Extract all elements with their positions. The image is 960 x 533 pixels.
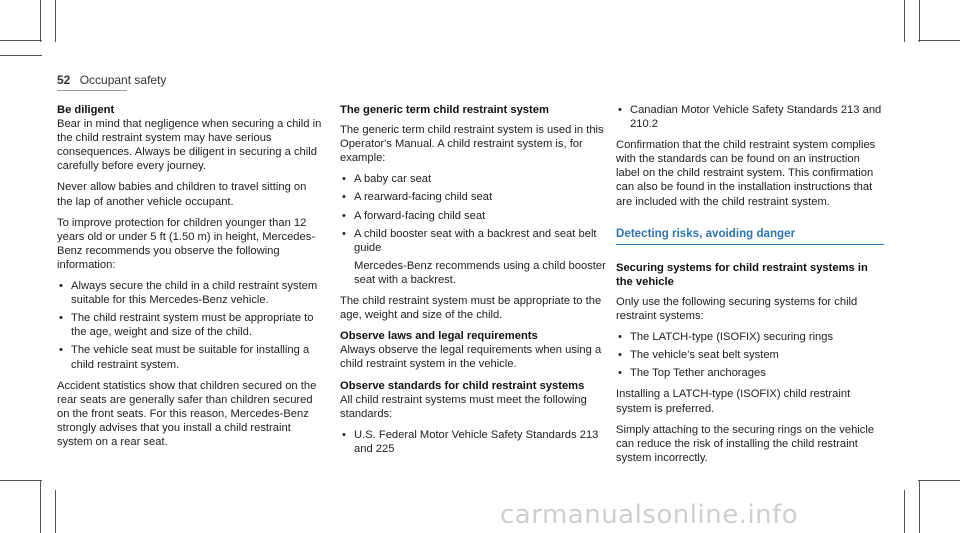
bullet-icon: • <box>618 367 622 380</box>
bullet-icon: • <box>59 280 63 293</box>
bullet-icon: • <box>342 173 346 186</box>
paragraph: Bear in mind that negligence when securing a child in the child restraint system may have serious consequences. Always be diligent in securing a child carefully before every journey. <box>57 118 322 173</box>
page-number: 52 <box>57 73 71 87</box>
paragraph: Only use the following securing systems for child restraint systems: <box>616 295 858 323</box>
crop-mark <box>40 480 41 533</box>
list-item: • The LATCH-type (ISOFIX) securing rings <box>618 331 834 344</box>
crop-mark <box>918 480 960 481</box>
list-item: • The Top Tether anchorages <box>618 367 766 380</box>
crop-mark <box>904 490 905 533</box>
crop-mark <box>919 0 920 42</box>
bullet-icon: • <box>342 227 346 240</box>
paragraph: Confirmation that the child restraint system complies with the standards can be found on an instruction label on the child restraint system. This confirmation can also be found in the installation instructions that are included with the child restraint system. <box>616 139 876 208</box>
list-item: • A forward-facing child seat <box>342 209 486 222</box>
bullet-icon: • <box>342 428 346 441</box>
crop-mark <box>918 40 960 41</box>
crop-mark <box>0 480 42 481</box>
crop-mark <box>55 0 56 42</box>
list-item: • A rearward-facing child seat <box>342 191 493 204</box>
bullet-list <box>340 172 608 287</box>
bullet-icon: • <box>618 104 622 116</box>
paragraph: Always observe the legal requirements when using a child restraint system in the vehicle. <box>340 344 602 371</box>
column-2 <box>340 103 608 463</box>
paragraph: Simply attaching to the securing rings on the vehicle can reduce the risk of installing the child restraint system incorrectly. <box>616 423 875 464</box>
crop-mark <box>0 40 42 41</box>
page-header <box>57 73 166 87</box>
paragraph: All child restraint systems must meet the following standards: <box>340 393 587 420</box>
crop-mark <box>919 480 920 533</box>
list-item: • Always secure the child in a child restraint system suitable for this Mercedes-Benz vehicle. <box>59 280 318 307</box>
heading-underline <box>616 244 884 245</box>
blue-section-heading: Detecting risks, avoiding danger <box>616 226 796 240</box>
section-heading: Securing systems for child restraint systems in the vehicle <box>616 261 868 288</box>
bullet-list <box>340 428 608 456</box>
paragraph: Accident statistics show that children secured on the rear seats are generally safer than children secured on the front seats. For this reason, Mercedes-Benz strongly advises that you install a child restraint system on a rear seat. <box>57 379 317 448</box>
section-title: Occupant safety <box>79 73 167 87</box>
bullet-icon: • <box>618 349 622 362</box>
bullet-icon: • <box>342 209 346 222</box>
bullet-icon: • <box>59 312 63 325</box>
crop-mark <box>904 0 905 42</box>
section-heading: The generic term child restraint system <box>340 104 549 116</box>
paragraph: Never allow babies and children to travel sitting on the lap of another vehicle occupant. <box>57 181 307 208</box>
section-heading: Observe laws and legal requirements <box>340 330 538 343</box>
bullet-icon: • <box>59 344 63 357</box>
bullet-list <box>616 330 884 380</box>
section-heading: Observe standards for child restraint systems <box>340 379 585 392</box>
bullet-list <box>616 103 884 131</box>
paragraph: Installing a LATCH-type (ISOFIX) child restraint system is preferred. <box>616 388 851 415</box>
list-item: • U.S. Federal Motor Vehicle Safety Standards 213 and 225 <box>342 428 599 455</box>
list-item: • A baby car seat <box>342 173 432 186</box>
bullet-icon: • <box>618 331 622 344</box>
crop-mark <box>55 490 56 533</box>
list-item: • The vehicle seat must be suitable for installing a child restraint system. <box>59 344 310 371</box>
column-3 <box>616 103 884 472</box>
paragraph: The generic term child restraint system is used in this Operator's Manual. A child restraint system is, for example: <box>340 124 604 165</box>
watermark: carmanualsonline.info <box>500 500 799 530</box>
crop-mark <box>0 55 42 56</box>
list-item-note: Mercedes-Benz recommends using a child booster seat with a backrest. <box>354 259 606 286</box>
header-divider <box>57 90 127 91</box>
paragraph: The child restraint system must be appropriate to the age, weight and size of the child. <box>340 295 602 322</box>
list-item: • Canadian Motor Vehicle Safety Standards 213 and 210.2 <box>618 104 882 131</box>
paragraph: To improve protection for children younger than 12 years old or under 5 ft (1.50 m) in height, Mercedes-Benz recommends you observe the following information: <box>57 216 316 271</box>
list-item: • The vehicle's seat belt system <box>618 349 779 362</box>
column-1 <box>57 103 325 456</box>
list-item: • A child booster seat with a backrest and seat belt guide Mercedes-Benz recommends using a child booster seat with a backrest. <box>340 227 608 287</box>
crop-mark <box>40 0 41 42</box>
list-item: • The child restraint system must be appropriate to the age, weight and size of the child. <box>59 312 314 339</box>
section-heading: Be diligent <box>57 104 115 116</box>
bullet-list <box>57 279 325 372</box>
bullet-icon: • <box>342 191 346 204</box>
